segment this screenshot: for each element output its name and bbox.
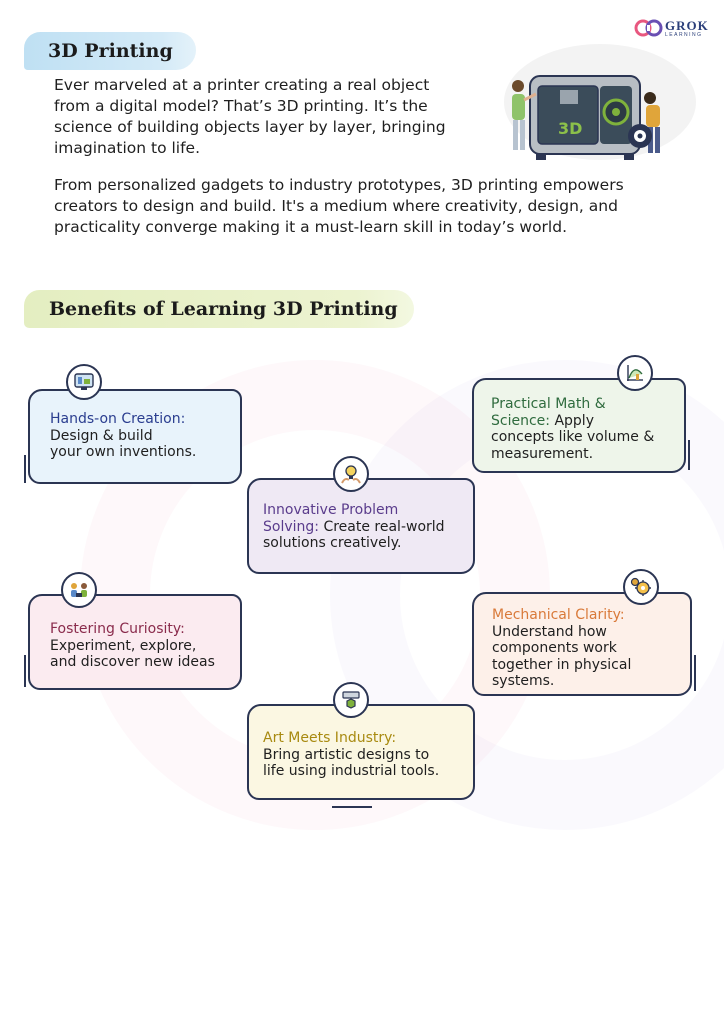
monitor-tools-icon [66,364,102,400]
lightbulb-hands-icon [333,456,369,492]
benefit-card-hands-on-creation [28,389,242,484]
benefit-title: Art Meets Industry: [263,730,397,746]
card-edge-mark [694,655,696,691]
benefit-card-innovative-problem-solving [247,478,475,574]
intro-p1-line: science of building objects layer by layer, bringing [54,118,446,136]
benefit-title-body-line [491,413,674,430]
benefit-title-body-line [263,519,463,536]
intro-p1-line: imagination to life. [54,139,201,157]
section-title-benefits: Benefits of Learning 3D Printing [24,290,414,328]
benefit-body-line: Experiment, explore, [50,637,197,654]
gears-icon [623,569,659,605]
benefit-body-inline: Create real-world [319,518,445,535]
benefit-title: Mechanical Clarity: [492,607,625,623]
benefit-title-line: Science: [491,412,550,429]
benefit-body-line: solutions creatively. [263,535,402,551]
card-edge-mark [24,655,26,687]
intro-paragraph-2 [54,175,694,238]
section-title-3d-printing: 3D Printing [24,32,196,70]
benefit-body-line: life using industrial tools. [263,763,440,779]
benefit-body-line: Understand how [492,623,607,640]
benefit-title-line: Solving: [263,518,319,535]
intro-p1-line: Ever marveled at a printer creating a real object [54,76,430,94]
team-discovery-icon [61,572,97,608]
cube-printer-icon [333,682,369,718]
intro-p2-line: creators to design and build. It's a medium where creativity, design, and [54,197,618,215]
intro-p1-line: from a digital model? That’s 3D printing. It’s the [54,97,428,115]
benefit-title: Hands-on Creation: [50,411,186,427]
benefit-body-line: systems. [492,673,555,689]
benefit-card-mechanical-clarity [472,592,692,696]
math-graph-icon [617,355,653,391]
benefit-body-inline: Apply [550,412,594,429]
benefit-title-line: Practical Math & [491,396,606,412]
card-edge-mark [688,440,690,470]
benefit-card-fostering-curiosity [28,594,242,690]
benefit-title-line: Innovative Problem [263,502,399,518]
intro-paragraph-1 [54,75,494,159]
benefit-body-line: concepts like volume & [491,429,655,445]
3d-printer-illustration [500,38,700,166]
card-edge-mark [24,455,26,483]
benefit-body-line: measurement. [491,445,594,462]
brand-tagline: LEARNING [665,32,703,38]
benefit-title: Fostering Curiosity: [50,621,185,637]
benefit-body-line: Bring artistic designs to [263,746,430,763]
benefit-body-line: together in physical [492,656,632,673]
intro-p2-line: From personalized gadgets to industry prototypes, 3D printing empowers [54,176,624,194]
benefit-body-line: Design & build [50,427,153,444]
benefit-body-line: and discover new ideas [50,654,215,670]
printer-3d-label: 3D [558,119,583,138]
benefit-body-line: your own inventions. [50,444,197,460]
benefit-card-practical-math-science [472,378,686,473]
card-edge-mark [332,806,372,808]
brand-name: GROK [665,18,709,33]
benefit-body-line: components work [492,640,617,656]
intro-p2-line: practicality converge making it a must-learn skill in today’s world. [54,218,567,236]
benefit-card-art-meets-industry [247,704,475,800]
